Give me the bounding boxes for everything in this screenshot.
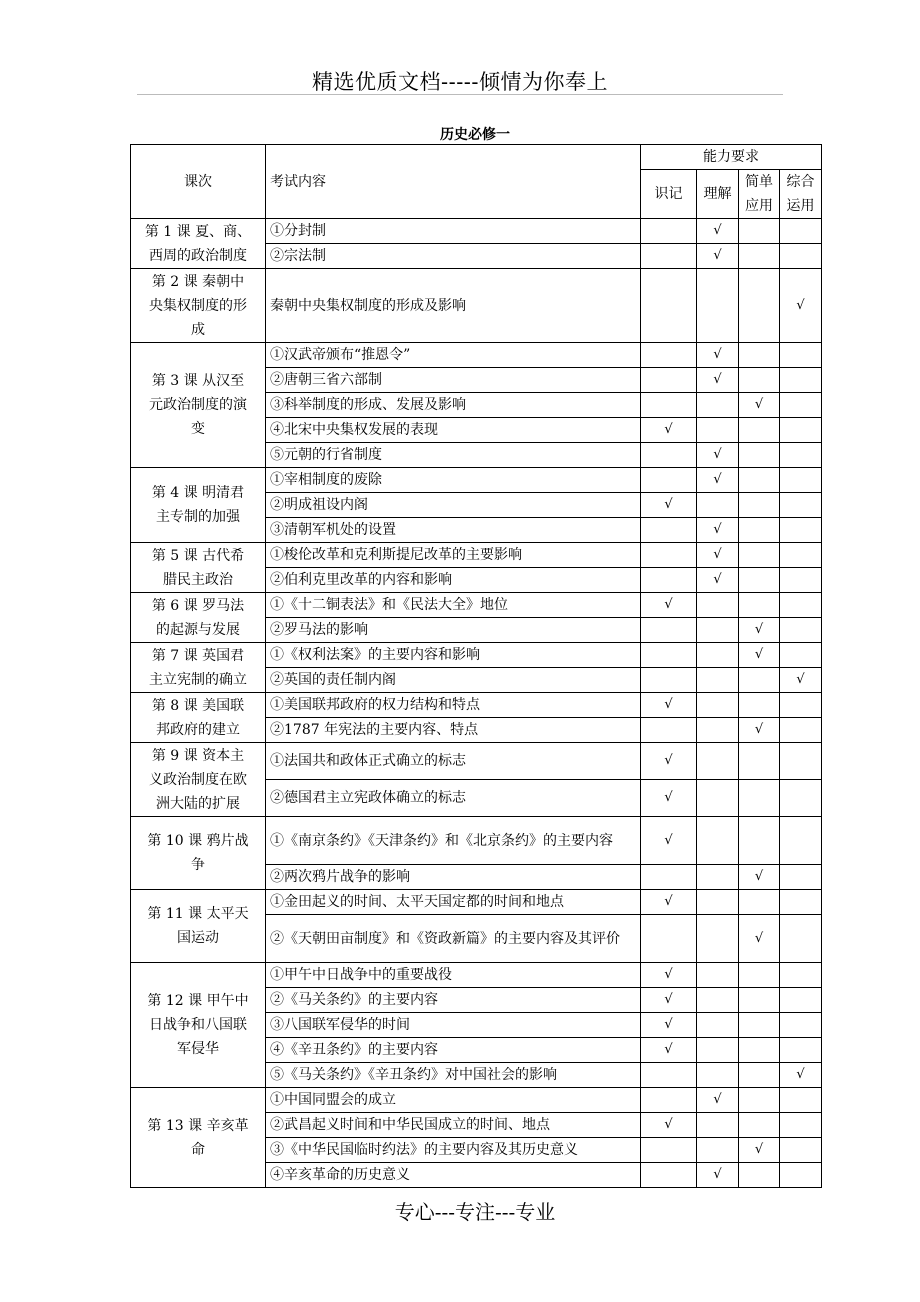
lesson-cell	[131, 643, 266, 693]
lesson-name-line: 第 8 课 美国联	[151, 697, 245, 714]
level-cell	[780, 244, 822, 269]
level-cell	[641, 743, 697, 780]
level-cell	[641, 443, 697, 468]
level-cell	[697, 618, 739, 643]
level-cell	[641, 915, 697, 963]
level-cell	[739, 468, 780, 493]
level-cell	[641, 468, 697, 493]
check-mark: √	[664, 697, 673, 712]
level-cell	[780, 693, 822, 718]
level-cell	[739, 219, 780, 244]
content-cell: ④《辛丑条约》的主要内容	[266, 1038, 641, 1063]
header-level-4	[780, 170, 822, 219]
table-row	[131, 593, 822, 618]
level-cell	[641, 518, 697, 543]
level-cell	[641, 693, 697, 718]
table-row	[131, 693, 822, 718]
content-cell: ①《权利法案》的主要内容和影响	[266, 643, 641, 668]
level-cell	[641, 393, 697, 418]
level-cell	[739, 568, 780, 593]
level-cell	[697, 593, 739, 618]
header-level-line: 简单	[745, 174, 773, 190]
content-cell: ④辛亥革命的历史意义	[266, 1163, 641, 1188]
content-cell: ⑤元朝的行省制度	[266, 443, 641, 468]
level-cell	[780, 780, 822, 817]
lesson-name-line: 西周的政治制度	[149, 247, 247, 264]
level-cell	[739, 343, 780, 368]
level-cell	[739, 865, 780, 890]
level-cell	[780, 718, 822, 743]
content-cell: ①甲午中日战争中的重要战役	[266, 963, 641, 988]
content-cell: ①分封制	[266, 219, 641, 244]
level-cell	[780, 817, 822, 865]
check-mark: √	[713, 1167, 722, 1182]
header-level-line: 应用	[745, 198, 773, 214]
level-cell	[739, 890, 780, 915]
level-cell	[641, 219, 697, 244]
level-cell	[780, 618, 822, 643]
lesson-cell	[131, 593, 266, 643]
lesson-name-line: 争	[191, 857, 205, 873]
level-cell	[641, 988, 697, 1013]
level-cell	[641, 543, 697, 568]
check-mark: √	[754, 622, 764, 637]
check-mark: √	[664, 753, 673, 768]
check-mark: √	[713, 1092, 722, 1107]
lesson-cell	[131, 343, 266, 468]
level-cell	[739, 1013, 780, 1038]
check-mark: √	[713, 547, 722, 562]
level-cell	[697, 780, 739, 817]
level-cell	[697, 244, 739, 269]
lesson-name-line: 军侵华	[177, 1041, 219, 1057]
level-cell	[780, 568, 822, 593]
check-mark: √	[754, 869, 764, 884]
check-mark: √	[664, 894, 673, 909]
level-cell	[780, 543, 822, 568]
lesson-name-line: 日战争和八国联	[149, 1017, 247, 1033]
level-cell	[641, 718, 697, 743]
table-row	[131, 817, 822, 865]
lesson-name-line: 第 13 课 辛亥革	[147, 1117, 249, 1134]
level-cell	[780, 343, 822, 368]
level-cell	[641, 963, 697, 988]
lesson-name-line: 变	[191, 421, 205, 437]
level-cell	[780, 269, 822, 343]
level-cell	[780, 865, 822, 890]
check-mark: √	[754, 722, 764, 737]
check-mark: √	[713, 472, 722, 487]
level-cell	[697, 418, 739, 443]
lesson-cell	[131, 468, 266, 543]
requirements-table	[130, 144, 822, 1188]
check-mark: √	[664, 1042, 673, 1057]
page-header: 精选优质文档-----倾情为你奉上	[312, 70, 608, 94]
lesson-cell	[131, 543, 266, 593]
check-mark: √	[713, 248, 722, 263]
level-cell	[780, 493, 822, 518]
content-cell: ①汉武帝颁布“推恩令”	[266, 343, 641, 368]
level-cell	[780, 1038, 822, 1063]
level-cell	[697, 890, 739, 915]
content-cell: ①梭伦改革和克利斯提尼改革的主要影响	[266, 543, 641, 568]
level-cell	[739, 244, 780, 269]
header-level-3	[739, 170, 780, 219]
header-level-line: 运用	[786, 198, 815, 214]
level-cell	[697, 693, 739, 718]
check-mark: √	[754, 647, 764, 662]
level-cell	[641, 418, 697, 443]
level-cell	[739, 393, 780, 418]
content-cell: ③《中华民国临时约法》的主要内容及其历史意义	[266, 1138, 641, 1163]
level-cell	[641, 269, 697, 343]
level-cell	[697, 468, 739, 493]
check-mark: √	[664, 790, 673, 805]
check-mark: √	[754, 930, 764, 946]
level-cell	[697, 988, 739, 1013]
level-cell	[697, 963, 739, 988]
level-cell	[697, 1163, 739, 1188]
level-cell	[780, 915, 822, 963]
check-mark: √	[664, 597, 673, 612]
level-cell	[739, 915, 780, 963]
header-rule	[137, 94, 783, 95]
level-cell	[641, 1163, 697, 1188]
content-cell: ②1787 年宪法的主要内容、特点	[266, 718, 641, 743]
content-cell: ②德国君主立宪政体确立的标志	[266, 780, 641, 817]
check-mark: √	[713, 522, 722, 537]
level-cell	[697, 443, 739, 468]
check-mark: √	[664, 992, 673, 1007]
level-cell	[641, 1013, 697, 1038]
level-cell	[641, 780, 697, 817]
lesson-name-line: 第 3 课 从汉至	[151, 373, 245, 389]
level-cell	[697, 269, 739, 343]
content-cell: ①中国同盟会的成立	[266, 1088, 641, 1113]
table-row	[131, 468, 822, 493]
level-cell	[739, 988, 780, 1013]
check-mark: √	[713, 572, 722, 587]
level-cell	[739, 418, 780, 443]
content-cell: ②明成祖设内阁	[266, 493, 641, 518]
lesson-name-line: 义政治制度在欧	[149, 771, 247, 788]
level-cell	[780, 1013, 822, 1038]
level-cell	[697, 718, 739, 743]
check-mark: √	[664, 832, 673, 848]
check-mark: √	[754, 397, 764, 412]
level-cell	[780, 1113, 822, 1138]
check-mark: √	[664, 497, 673, 512]
level-cell	[780, 593, 822, 618]
lesson-name-line: 第 10 课 鸦片战	[147, 833, 249, 849]
level-cell	[739, 668, 780, 693]
level-cell	[739, 963, 780, 988]
level-cell	[697, 643, 739, 668]
level-cell	[780, 443, 822, 468]
level-cell	[739, 1163, 780, 1188]
level-cell	[697, 865, 739, 890]
lesson-name-line: 命	[191, 1141, 205, 1158]
level-cell	[697, 743, 739, 780]
level-cell	[780, 518, 822, 543]
lesson-cell	[131, 269, 266, 343]
level-cell	[780, 743, 822, 780]
table-row	[131, 219, 822, 244]
level-cell	[739, 743, 780, 780]
level-cell	[641, 643, 697, 668]
level-cell	[641, 1038, 697, 1063]
check-mark: √	[664, 422, 673, 437]
level-cell	[739, 1113, 780, 1138]
table-row	[131, 543, 822, 568]
level-cell	[739, 1088, 780, 1113]
content-cell: ①宰相制度的废除	[266, 468, 641, 493]
level-cell	[780, 1088, 822, 1113]
level-cell	[780, 368, 822, 393]
level-cell	[697, 915, 739, 963]
lesson-name-line: 第 9 课 资本主	[151, 747, 245, 764]
lesson-name-line: 央集权制度的形	[149, 297, 247, 314]
check-mark: √	[664, 1017, 673, 1032]
content-cell: ④北宋中央集权发展的表现	[266, 418, 641, 443]
level-cell	[780, 668, 822, 693]
level-cell	[739, 1038, 780, 1063]
level-cell	[739, 443, 780, 468]
lesson-name-line: 腊民主政治	[163, 571, 233, 588]
header-content: 考试内容	[266, 145, 641, 219]
level-cell	[697, 1113, 739, 1138]
level-cell	[641, 244, 697, 269]
lesson-name-line: 元政治制度的演	[149, 397, 247, 413]
content-cell: ⑤《马关条约》《辛丑条约》对中国社会的影响	[266, 1063, 641, 1088]
level-cell	[739, 1138, 780, 1163]
lesson-name-line: 成	[191, 321, 205, 338]
level-cell	[739, 368, 780, 393]
level-cell	[641, 593, 697, 618]
header-level-line: 综合	[786, 174, 815, 190]
lesson-name-line: 邦政府的建立	[156, 721, 240, 738]
level-cell	[780, 418, 822, 443]
level-cell	[780, 988, 822, 1013]
table-row	[131, 343, 822, 368]
level-cell	[739, 493, 780, 518]
level-cell	[697, 1063, 739, 1088]
header-level-2	[697, 170, 739, 219]
level-cell	[641, 343, 697, 368]
content-cell: ①美国联邦政府的权力结构和特点	[266, 693, 641, 718]
level-cell	[641, 668, 697, 693]
level-cell	[697, 368, 739, 393]
check-mark: √	[713, 372, 722, 387]
header-level-1	[641, 170, 697, 219]
level-cell	[739, 269, 780, 343]
content-cell: ②伯利克里改革的内容和影响	[266, 568, 641, 593]
table-row	[131, 890, 822, 915]
table-row	[131, 269, 822, 343]
level-cell	[780, 393, 822, 418]
level-cell	[739, 643, 780, 668]
level-cell	[641, 618, 697, 643]
level-cell	[641, 1113, 697, 1138]
level-cell	[641, 568, 697, 593]
level-cell	[697, 568, 739, 593]
level-cell	[641, 865, 697, 890]
header-ability: 能力要求	[641, 145, 822, 170]
lesson-cell	[131, 963, 266, 1088]
lesson-cell	[131, 693, 266, 743]
level-cell	[697, 1013, 739, 1038]
level-cell	[697, 219, 739, 244]
header-level-line: 识记	[654, 186, 683, 202]
lesson-name-line: 第 4 课 明清君	[151, 485, 245, 501]
level-cell	[697, 518, 739, 543]
check-mark: √	[796, 1067, 805, 1082]
level-cell	[739, 693, 780, 718]
lesson-cell	[131, 890, 266, 963]
lesson-cell	[131, 219, 266, 269]
level-cell	[739, 780, 780, 817]
level-cell	[780, 1063, 822, 1088]
level-cell	[780, 1163, 822, 1188]
level-cell	[697, 343, 739, 368]
lesson-name-line: 第 6 课 罗马法	[151, 597, 245, 614]
level-cell	[739, 618, 780, 643]
page-footer: 专心---专注---专业	[394, 1200, 556, 1224]
level-cell	[697, 668, 739, 693]
content-cell: 秦朝中央集权制度的形成及影响	[266, 269, 641, 343]
level-cell	[780, 963, 822, 988]
lesson-name-line: 第 7 课 英国君	[151, 647, 245, 664]
lesson-name-line: 第 12 课 甲午中	[147, 993, 249, 1009]
content-cell: ②两次鸦片战争的影响	[266, 865, 641, 890]
lesson-cell	[131, 817, 266, 890]
lesson-name-line: 国运动	[177, 930, 219, 946]
lesson-name-line: 的起源与发展	[156, 621, 240, 638]
table-row	[131, 963, 822, 988]
check-mark: √	[713, 447, 722, 462]
content-cell: ②英国的责任制内阁	[266, 668, 641, 693]
level-cell	[780, 468, 822, 493]
check-mark: √	[713, 223, 722, 238]
level-cell	[739, 817, 780, 865]
level-cell	[780, 1138, 822, 1163]
table-row	[131, 743, 822, 780]
lesson-name-line: 主专制的加强	[156, 509, 240, 525]
level-cell	[739, 543, 780, 568]
table-row	[131, 643, 822, 668]
check-mark: √	[796, 672, 805, 687]
document-title: 历史必修一	[440, 127, 510, 143]
level-cell	[697, 493, 739, 518]
level-cell	[697, 817, 739, 865]
level-cell	[739, 518, 780, 543]
check-mark: √	[664, 1117, 673, 1132]
level-cell	[697, 543, 739, 568]
level-cell	[641, 817, 697, 865]
level-cell	[641, 1063, 697, 1088]
level-cell	[697, 393, 739, 418]
level-cell	[697, 1088, 739, 1113]
header-lesson: 课次	[131, 145, 266, 219]
lesson-cell	[131, 743, 266, 817]
content-cell: ②《天朝田亩制度》和《资政新篇》的主要内容及其评价	[266, 915, 641, 963]
level-cell	[641, 1088, 697, 1113]
content-cell: ①《南京条约》《天津条约》和《北京条约》的主要内容	[266, 817, 641, 865]
content-cell: ①《十二铜表法》和《民法大全》地位	[266, 593, 641, 618]
level-cell	[780, 890, 822, 915]
lesson-name-line: 第 1 课 夏、商、	[144, 223, 252, 240]
content-cell: ②罗马法的影响	[266, 618, 641, 643]
check-mark: √	[664, 967, 673, 982]
content-cell: ②宗法制	[266, 244, 641, 269]
level-cell	[780, 643, 822, 668]
content-cell: ③清朝军机处的设置	[266, 518, 641, 543]
level-cell	[641, 368, 697, 393]
content-cell: ①法国共和政体正式确立的标志	[266, 743, 641, 780]
header-level-line: 理解	[703, 186, 732, 202]
level-cell	[641, 890, 697, 915]
check-mark: √	[796, 297, 805, 313]
lesson-name-line: 第 2 课 秦朝中	[151, 273, 245, 290]
lesson-name-line: 第 5 课 古代希	[151, 547, 245, 564]
content-cell: ③八国联军侵华的时间	[266, 1013, 641, 1038]
level-cell	[739, 1063, 780, 1088]
lesson-cell	[131, 1088, 266, 1188]
content-cell: ②武昌起义时间和中华民国成立的时间、地点	[266, 1113, 641, 1138]
level-cell	[641, 493, 697, 518]
level-cell	[641, 1138, 697, 1163]
check-mark: √	[754, 1142, 764, 1157]
table-row	[131, 1088, 822, 1113]
lesson-name-line: 第 11 课 太平天	[147, 906, 249, 922]
content-cell: ①金田起义的时间、太平天国定都的时间和地点	[266, 890, 641, 915]
content-cell: ③科举制度的形成、发展及影响	[266, 393, 641, 418]
level-cell	[697, 1038, 739, 1063]
level-cell	[780, 219, 822, 244]
content-cell: ②《马关条约》的主要内容	[266, 988, 641, 1013]
content-cell: ②唐朝三省六部制	[266, 368, 641, 393]
level-cell	[739, 718, 780, 743]
level-cell	[739, 593, 780, 618]
check-mark: √	[713, 347, 722, 362]
lesson-name-line: 主立宪制的确立	[149, 671, 247, 688]
level-cell	[697, 1138, 739, 1163]
lesson-name-line: 洲大陆的扩展	[156, 795, 240, 812]
